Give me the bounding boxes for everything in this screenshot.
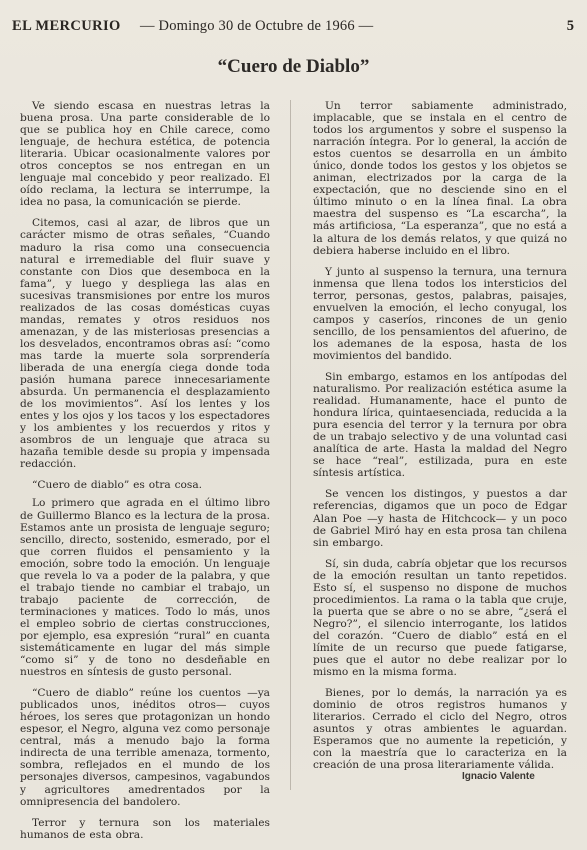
author-signature: Ignacio Valente — [462, 771, 535, 782]
paragraph: Se vencen los distingos, y puestos a dar referencias, digamos que un poco de Edgar Alan Poe —y hasta de Hitchcock— y un poco de Gabriel Miró hay en esta prosa tan chilena sin embargo. — [313, 488, 567, 549]
paragraph: Y junto al suspenso la ternura, una ternura inmensa que llena todos los intersticios del terror, personas, gestos, palabras, paisajes, envuelven la emoción, el lecho conyugal, los campos y caseríos, rincones de un genio sencillo, de los pensamientos del afuerino, de los ademanes de la esposa, hasta de los movimientos del bandido. — [313, 265, 567, 362]
paragraph: Ve siendo escasa en nuestras letras la buena prosa. Una parte considerable de lo que se publica hoy en Chile carece, como lenguaje, de hechura estética, de potencia literaria. Ubicar ocasionalmente valores por otros conceptos se nos entregan en un lenguaje mal concebido y peor realizado. El oído reclama, la lectura se interrumpe, la idea no pasa, la comunicación se pierde. — [20, 100, 270, 209]
paragraph: Sin embargo, estamos en los antípodas del naturalismo. Por realización estética asume la realidad. Humanamente, hace el punto de hondura lírica, quintaesenciada, reducida a la pura esencia del terror y la ternura por obra de un trabajo selectivo y de una voluntad casi analítica de arte. Hasta la maldad del Negro se hace “real”, estilizada, pura en este síntesis artística. — [313, 370, 567, 480]
page-header — [12, 12, 580, 40]
issue-date: — Domingo 30 de Octubre de 1966 — — [140, 18, 374, 34]
newspaper-name: EL MERCURIO — [12, 18, 121, 34]
column-divider — [290, 100, 291, 790]
paragraph: Sí, sin duda, cabría objetar que los recursos de la emoción resultan un tanto repetidos. Esto sí, el suspenso no dispone de muchos procedimientos. La rama o la tabla que cruje, la puerta que se abre o no se abre, “¿será el Negro?”, el silencio interrogante, los latidos del corazón. “Cuero de diablo” está en el límite de un recurso que puede fatigarse, pues que el autor no debe realizar por lo mismo en la misma forma. — [313, 557, 567, 679]
paragraph: Bienes, por lo demás, la narración ya es dominio de otros registros humanos y literarios. Cerrado el ciclo del Negro, otros asuntos y otras ambientes le aguardan. Esperamos que no aumente la repetición, y con la maestría que lo caracteriza en la creación de una prosa literariamente válida. — [313, 687, 567, 772]
paragraph: Un terror sabiamente administrado, implacable, que se instala en el centro de todos los argumentos y sobre el suspenso la narración íntegra. Por lo general, la acción de estos cuentos se desarrolla en un ámbito único, donde todos los gestos y los objetos se animan, electrizados por la carga de la expectación, que no desciende sino en el último minuto o en la línea final. La obra maestra del suspenso es “La escarcha”, la más artificiosa, “La esperanza”, que no está a la altura de los demás relatos, y que quizá no debiera haberse incluido en el libro. — [313, 100, 567, 257]
page-number: 5 — [566, 18, 574, 34]
article-title: “Cuero de Diablo” — [217, 56, 370, 77]
paragraph: Lo primero que agrada en el último libro de Guillermo Blanco es la lectura de la prosa. Estamos ante un prosista de lenguaje seguro; sencillo, directo, sostenido, esmerado, por el que corren fluidos el pensamiento y la emoción, sobre todo la emoción. Un lenguaje que revela lo va a poder de la palabra, y que el trabajo tiende no cambiar el trabajo, un trabajo paciente de corrección, de terminaciones y matices. Todo lo más, unos el empleo sobrio de ciertas construcciones, por ejemplo, esa expresión “rural” en cuanta sistemáticamente en lugar del más simple “como si” y de tono no desdeñable en nuestros en síntesis de gusto personal. — [20, 497, 270, 679]
article-column-right — [313, 100, 567, 780]
paragraph: “Cuero de diablo” es otra cosa. — [32, 479, 203, 492]
paragraph: Citemos, casi al azar, de libros que un carácter mismo de otras señales, “Cuando maduro la risa como una consecuencia natural e irremediable del fluir suave y constante con Dios que desemboca en la fama”, y luego y despliega las alas en sucesivas transmisiones por entre los muros realizados de las cosas domésticas cuyas mandas, remates y otros residuos nos amenazan, y de las misteriosas presencias a los desvelados, encontramos obras así: “como mas tarde la muerte sola sorprendería liberada de una energía ciega donde toda pasión humana parece innecesariamente absurda. Un permanencia el desplazamiento de los movimientos”. Así los lentes y los entes y los ojos y los tacos y los espectadores y los ambientes y los recuerdos y ritos y asombros de un lenguaje que atraca su hazaña temible desde su propia y impensada redacción. — [20, 217, 270, 471]
paragraph: Terror y ternura son los materiales humanos de esta obra. — [20, 816, 270, 841]
article-column-left — [20, 100, 270, 850]
paragraph: “Cuero de diablo” reúne los cuentos —ya publicados unos, inéditos otros— cuyos héroes, los seres que protagonizan un hondo espesor, el Negro, alguna vez como personaje central, más a menudo bajo la forma indirecta de una terrible amenaza, tormento, sombra, reflejados en el mundo de los personajes diversos, campesinos, vagabundos y agricultores amedrentados por la omnipresencia del bandolero. — [20, 687, 270, 808]
